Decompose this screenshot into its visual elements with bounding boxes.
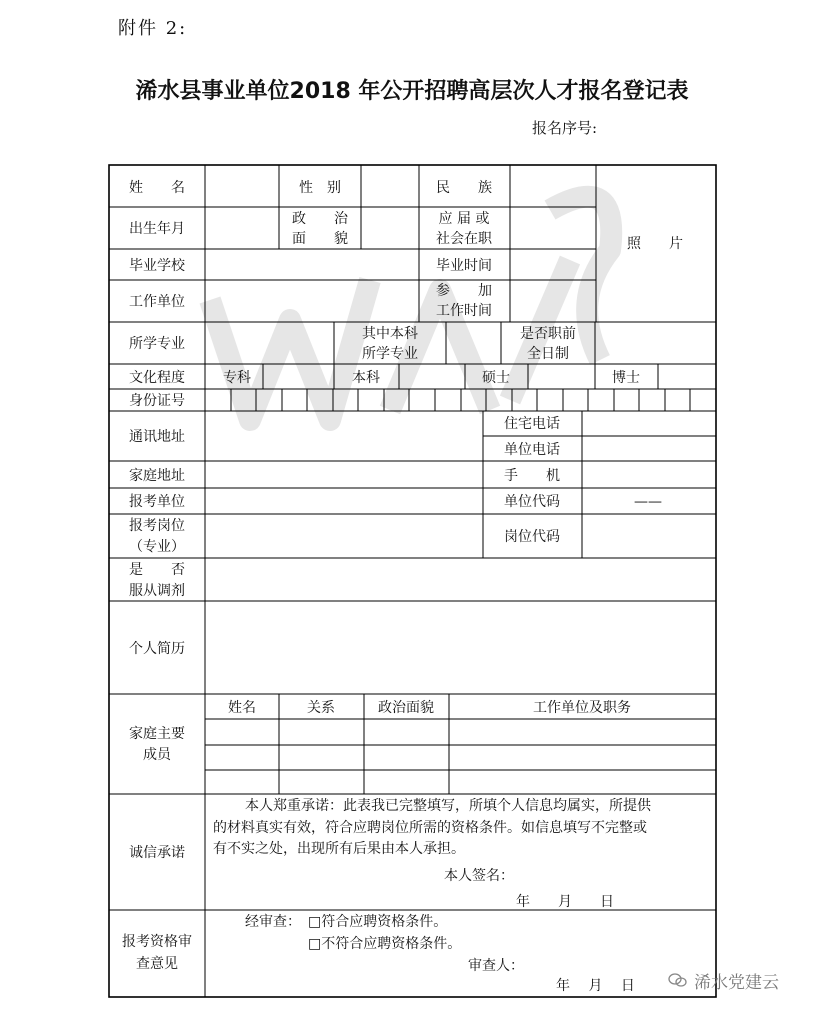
id-number-cells bbox=[231, 389, 690, 411]
promise-line-1: 本人郑重承诺：此表我已完整填写，所填个人信息均属实，所提供 bbox=[245, 798, 651, 814]
label-id-number: 身份证号 bbox=[129, 393, 185, 409]
label-name: 姓 名 bbox=[129, 180, 185, 196]
label-mobile: 手 机 bbox=[504, 468, 560, 484]
signature-label: 本人签名： bbox=[444, 868, 514, 884]
label-education: 文化程度 bbox=[129, 370, 185, 386]
review-label: 经审查： bbox=[245, 914, 301, 930]
label-birth: 出生年月 bbox=[129, 221, 185, 237]
label-address: 通讯地址 bbox=[129, 429, 185, 445]
label-grad-status-1: 应 届 或 bbox=[438, 211, 490, 227]
label-work-time-2: 工作时间 bbox=[436, 303, 492, 319]
label-school: 毕业学校 bbox=[129, 258, 185, 274]
label-edu-boshi: 博士 bbox=[612, 370, 640, 386]
label-apply-post-2: （专业） bbox=[129, 539, 185, 555]
label-fulltime-2: 全日制 bbox=[527, 346, 569, 362]
label-review-1: 报考资格审 bbox=[122, 934, 192, 950]
label-gender: 性 别 bbox=[299, 180, 341, 196]
label-edu-shuoshi: 硕士 bbox=[482, 370, 510, 386]
label-review-2: 查意见 bbox=[136, 956, 178, 972]
label-apply-post-1: 报考岗位 bbox=[129, 518, 185, 534]
wechat-icon bbox=[668, 973, 688, 987]
label-apply-unit: 报考单位 bbox=[129, 494, 185, 510]
label-home-address: 家庭地址 bbox=[129, 468, 185, 484]
attachment-label: 附件 2: bbox=[118, 18, 188, 39]
label-grad-time: 毕业时间 bbox=[436, 258, 492, 274]
label-adjust-1: 是 否 bbox=[129, 562, 185, 578]
label-post-code: 岗位代码 bbox=[504, 529, 560, 545]
promise-line-2: 的材料真实有效，符合应聘岗位所需的资格条件。如信息填写不完整或 bbox=[213, 820, 647, 836]
family-col-name: 姓名 bbox=[228, 700, 256, 716]
label-work-time-1: 参 加 bbox=[436, 283, 492, 299]
family-col-job: 工作单位及职务 bbox=[533, 700, 631, 716]
label-family-2: 成员 bbox=[143, 747, 171, 763]
label-edu-zhuanke: 专科 bbox=[223, 370, 251, 386]
page-title: 浠水县事业单位2018 年公开招聘高层次人才报名登记表 bbox=[135, 79, 689, 104]
label-major: 所学专业 bbox=[129, 336, 185, 352]
promise-line-3: 有不实之处，出现所有后果由本人承担。 bbox=[213, 841, 465, 857]
label-unit-code: 单位代码 bbox=[504, 494, 560, 510]
label-work-unit: 工作单位 bbox=[129, 294, 185, 310]
label-ethnicity: 民 族 bbox=[436, 180, 492, 196]
footer-brand-text: 浠水党建云 bbox=[694, 972, 779, 993]
footer-brand bbox=[668, 966, 788, 994]
family-col-political: 政治面貌 bbox=[378, 700, 434, 716]
unit-code-value: —— bbox=[634, 494, 662, 510]
label-resume: 个人简历 bbox=[129, 641, 185, 657]
label-fulltime-1: 是否职前 bbox=[520, 326, 576, 342]
label-adjust-2: 服从调剂 bbox=[129, 583, 185, 599]
label-integrity: 诚信承诺 bbox=[129, 845, 185, 861]
label-political-2: 面 貌 bbox=[292, 231, 348, 247]
label-undergrad-major-1: 其中本科 bbox=[362, 326, 418, 342]
label-office-phone: 单位电话 bbox=[504, 442, 560, 458]
label-photo: 照 片 bbox=[627, 236, 683, 252]
label-family-1: 家庭主要 bbox=[129, 726, 185, 742]
sign-date: 年 月 日 bbox=[516, 894, 614, 910]
review-option-pass: □符合应聘资格条件。 bbox=[308, 914, 448, 930]
registration-number-label: 报名序号: bbox=[532, 119, 598, 137]
review-option-fail: □不符合应聘资格条件。 bbox=[308, 936, 462, 952]
review-date: 年 月 日 bbox=[556, 978, 635, 994]
family-col-relation: 关系 bbox=[307, 700, 335, 716]
label-grad-status-2: 社会在职 bbox=[436, 231, 492, 247]
label-edu-benke: 本科 bbox=[352, 370, 380, 386]
label-political-1: 政 治 bbox=[292, 211, 348, 227]
label-undergrad-major-2: 所学专业 bbox=[362, 346, 418, 362]
label-home-phone: 住宅电话 bbox=[504, 416, 560, 432]
reviewer-label: 审查人： bbox=[468, 958, 524, 974]
